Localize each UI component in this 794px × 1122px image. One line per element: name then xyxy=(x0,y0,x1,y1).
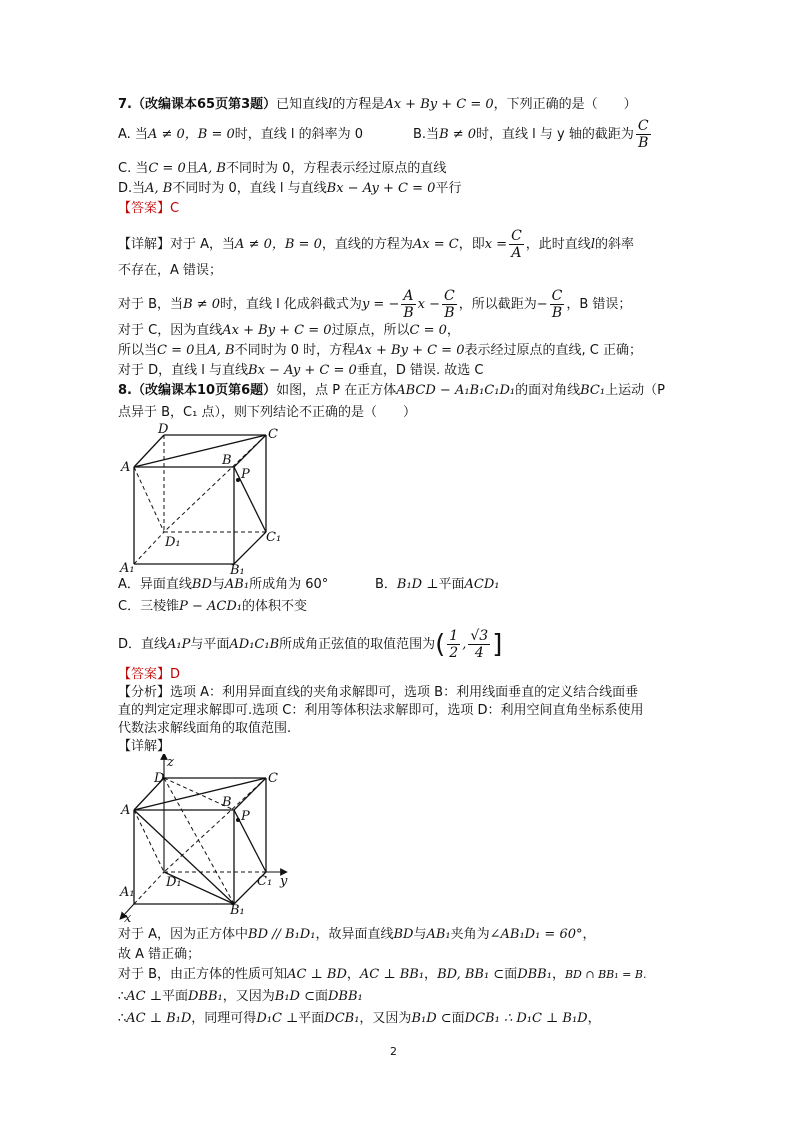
q7-exp3-b: 时，直线 l 化成斜截式为 xyxy=(220,297,362,312)
q8-d5-m2: D₁C ⊥ xyxy=(256,1011,299,1026)
label2-y: y xyxy=(280,874,288,889)
q8-d5-f: ， xyxy=(587,1011,601,1026)
q8-analysis1: 【分析】选项 A：利用异面直线的夹角求解即可，选项 B：利用线面垂直的定义结合线面垂 xyxy=(118,685,639,700)
q8-d4-a: ∴ xyxy=(118,989,127,1004)
cube-figure-1 xyxy=(118,422,298,574)
q8-stem-b: 的面对角线 xyxy=(515,383,581,398)
q8-optD-frac2 xyxy=(468,628,490,661)
q7-stem-c: ，下列正确的是（ ） xyxy=(493,97,637,112)
label-C: C xyxy=(268,427,278,442)
q8-answer-label: 【答案】 xyxy=(118,667,171,682)
q7-exp4-b: 过原点，所以 xyxy=(331,323,410,338)
q8-stem-a: 如图，点 P 在正方体 xyxy=(276,383,397,398)
q8-detail-3 xyxy=(118,966,646,984)
point2-P xyxy=(236,818,240,822)
label-B: B xyxy=(222,453,232,468)
label2-A: A xyxy=(121,803,131,818)
q7-optB-b: 时，直线 l 与 y 轴的截距为 xyxy=(476,127,634,142)
q8-optC-m: P − ACD₁ xyxy=(179,599,242,614)
q8-optD-frac1 xyxy=(447,628,460,661)
q8-detail-4 xyxy=(118,988,363,1006)
q8-answer-value: D xyxy=(170,667,181,682)
page-number: 2 xyxy=(390,1045,397,1058)
q7-exp6-a: 对于 D，直线 l 与直线 xyxy=(118,363,249,378)
q7-exp1-b: ，直线的方程为 xyxy=(321,237,413,252)
edge2-B-C xyxy=(234,778,266,810)
q7-optB-frac-num: C xyxy=(637,118,649,134)
label-D1: D₁ xyxy=(165,535,181,550)
q8-d5-b: ，同理可得 xyxy=(191,1011,257,1026)
q8-optD-m2: AD₁C₁B xyxy=(229,637,280,652)
q7-answer-label: 【答案】 xyxy=(118,201,171,216)
label2-z: z xyxy=(167,755,174,770)
q7-explain-1 xyxy=(118,228,634,261)
q8-d4-m4: DBB₁ xyxy=(328,989,363,1004)
q8-option-b xyxy=(375,576,499,594)
q8-d3-m2: AC ⊥ BB₁ xyxy=(359,967,425,982)
diag2-A-B1 xyxy=(134,810,234,904)
q7-optD-m1: A, B xyxy=(145,181,173,196)
q8-option-d xyxy=(118,628,502,661)
q7-title: 7.（改编课本65页第3题） xyxy=(118,97,277,112)
q7-exp5-a: 所以当 xyxy=(118,343,158,358)
q8-d1-b: ，故异面直线 xyxy=(315,927,394,942)
q8-option-c xyxy=(118,598,307,616)
q7-optB-a: B.当 xyxy=(413,127,440,142)
label2-A1: A₁ xyxy=(120,885,135,900)
q7-exp5-m2: A, B xyxy=(207,343,235,358)
q8-optA-m1: BD xyxy=(191,577,212,592)
q7-exp1-frac-num: C xyxy=(511,228,522,244)
q8-d3-b: ， xyxy=(346,967,360,982)
q7-optD-a: D.当 xyxy=(118,181,146,196)
q7-exp3-f2-num: C xyxy=(444,288,455,304)
q7-exp1-m4: l xyxy=(590,237,595,252)
interval-open-paren: ( xyxy=(435,629,446,660)
q8-d3-m3: BD, BB₁ ⊂ xyxy=(437,967,505,982)
q8-d1-m1: BD // B₁D₁ xyxy=(248,927,316,942)
q8-d1-c: 与 xyxy=(413,927,427,942)
q8-stem-m2: BC₁ xyxy=(580,383,606,398)
q7-exp3-m1: B ≠ 0 xyxy=(183,297,221,312)
q7-explain-5 xyxy=(118,342,642,360)
q7-exp3-f3-num: C xyxy=(551,288,563,304)
q7-optB-m: B ≠ 0 xyxy=(439,127,477,142)
q7-exp1-d: ，此时直线 xyxy=(525,237,591,252)
q8-stem xyxy=(118,382,665,400)
q8-optD-m1: A₁P xyxy=(167,637,191,652)
q8-stem2: 点异于 B，C₁ 点），则下列结论不正确的是（ ） xyxy=(118,405,416,420)
q8-d3-m1: AC ⊥ BD xyxy=(287,967,347,982)
q8-d3-e: ， xyxy=(551,967,565,982)
label2-x: x xyxy=(124,911,132,924)
q7-optB-frac-den: B xyxy=(638,135,649,151)
q7-explain-4 xyxy=(118,322,460,340)
q7-exp3-f3-den: B xyxy=(551,305,563,321)
q7-exp1-frac-den: A xyxy=(511,245,522,261)
q8-d4-c: ，又因为 xyxy=(222,989,275,1004)
edge-A-D xyxy=(134,435,164,467)
q7-optA-a: A. 当 xyxy=(118,127,148,142)
q8-stem-m1: ABCD − A₁B₁C₁D₁ xyxy=(396,383,516,398)
hidden-C-D1 xyxy=(164,435,266,532)
q7-stem-a: 已知直线 xyxy=(276,97,329,112)
label-A: A xyxy=(121,460,131,475)
q8-optD-c: 所成角正弦值的取值范围为 xyxy=(279,637,436,652)
label2-B1: B₁ xyxy=(230,903,245,918)
q8-analysis-2 xyxy=(118,702,644,720)
q8-d5-a: ∴ xyxy=(118,1011,127,1026)
q8-option-a xyxy=(118,576,328,594)
hidden2-A1-D1 xyxy=(134,872,164,904)
q7-exp6-m1: Bx − Ay + C = 0 xyxy=(248,363,357,378)
point-P xyxy=(236,478,240,482)
label2-C: C xyxy=(268,771,278,786)
q8-analysis2: 直的判定定理求解即可.选项 C：利用等体积法求解即可，选项 D：利用空间直角坐标系使用 xyxy=(118,703,644,718)
q8-d3-m5: BD ∩ BB₁ = B. xyxy=(564,968,647,981)
q8-optA-b: 与 xyxy=(211,577,225,592)
q8-d3-d: 面 xyxy=(504,967,518,982)
q8-d3-a: 对于 B，由正方体的性质可知 xyxy=(118,967,288,982)
q8-d3-m4: DBB₁ xyxy=(517,967,552,982)
q7-exp2: 不存在，A 错误； xyxy=(118,263,223,278)
q7-exp6-b: 垂直，D 错误. 故选 C xyxy=(356,363,484,378)
q8-optD-f1-num: 1 xyxy=(449,628,459,644)
label2-D: D xyxy=(154,771,165,786)
q7-exp3-frac2 xyxy=(442,288,457,321)
q8-optB-m2: ACD₁ xyxy=(464,577,500,592)
q7-optD-c: 平行 xyxy=(435,181,462,196)
q8-detail-label-text: 【详解】 xyxy=(118,739,171,754)
q8-detail-5 xyxy=(118,1010,601,1028)
q7-stem-eq: Ax + By + C = 0 xyxy=(384,97,494,112)
diag-B-C1 xyxy=(234,467,266,532)
hidden-A-D1 xyxy=(134,467,164,532)
hidden2-C-D1 xyxy=(164,778,266,872)
q7-optA-b: 时，直线 l 的斜率为 0 xyxy=(234,127,364,142)
interval-comma: , xyxy=(462,637,467,652)
q8-optB-b: 平面 xyxy=(438,577,465,592)
q8-d5-e: 面 xyxy=(451,1011,465,1026)
q7-exp3-m3: x − xyxy=(417,297,440,312)
q8-d1-m2: BD xyxy=(393,927,414,942)
q8-d5-m4: B₁D ⊂ xyxy=(411,1011,452,1026)
q8-detail-1 xyxy=(118,926,596,944)
q8-optA-a: A．异面直线 xyxy=(118,577,192,592)
q7-exp1-m2: Ax = C xyxy=(412,237,459,252)
q7-exp4-a: 对于 C，因为直线 xyxy=(118,323,223,338)
q8-d2: 故 A 错正确； xyxy=(118,947,201,962)
hidden-A1-D1 xyxy=(134,532,164,564)
q8-d4-m2: DBB₁ xyxy=(188,989,223,1004)
q7-stem xyxy=(118,96,637,114)
q7-optC-b: 且 xyxy=(185,161,199,176)
q7-exp3-f1-den: B xyxy=(403,305,414,321)
q7-stem-b: 的方程是 xyxy=(332,97,385,112)
label-C1: C₁ xyxy=(266,530,282,545)
q7-exp1-c: ，即 xyxy=(458,237,485,252)
q8-optD-b: 与平面 xyxy=(190,637,230,652)
q8-analysis-3 xyxy=(118,720,291,738)
q8-title: 8.（改编课本10页第6题） xyxy=(118,383,277,398)
q8-analysis-1 xyxy=(118,684,638,702)
q8-d5-m1: AC ⊥ B₁D xyxy=(126,1011,192,1026)
q7-exp5-m3: Ax + By + C = 0 xyxy=(355,343,465,358)
q7-option-b xyxy=(413,118,653,151)
label2-P: P xyxy=(241,809,250,824)
label-P: P xyxy=(241,467,250,482)
label2-D1: D₁ xyxy=(166,875,182,890)
q7-optA-m1: A ≠ 0，B = 0 xyxy=(147,127,235,142)
q7-exp1-frac xyxy=(509,228,524,261)
q7-stem-l: l xyxy=(328,97,333,112)
q7-exp4-m1: Ax + By + C = 0 xyxy=(222,323,332,338)
q8-optC-a: C．三棱锥 xyxy=(118,599,180,614)
q7-exp1-a: 对于 A，当 xyxy=(170,237,236,252)
hidden2-A-D1 xyxy=(134,810,164,872)
q7-exp1-m1: A ≠ 0，B = 0 xyxy=(235,237,322,252)
q7-exp4-m2: C = 0 xyxy=(409,323,447,338)
label-B1: B₁ xyxy=(230,563,245,574)
q8-optC-b: 的体积不变 xyxy=(241,599,307,614)
q8-d1-d: 夹角为 xyxy=(450,927,490,942)
q7-exp-label: 【详解】 xyxy=(118,237,171,252)
q7-exp1-e: 的斜率 xyxy=(594,237,634,252)
label-A1: A₁ xyxy=(120,561,135,574)
q7-explain-2 xyxy=(118,262,222,280)
q8-d5-m3: DCB₁ xyxy=(324,1011,360,1026)
q8-answer xyxy=(118,666,180,684)
q8-optB-m: B₁D ⊥ xyxy=(396,577,439,592)
q7-answer-value: C xyxy=(170,201,180,216)
q7-exp3-frac3 xyxy=(550,288,565,321)
q8-d1-m3: AB₁ xyxy=(426,927,451,942)
q7-optC-m2: A, B xyxy=(198,161,226,176)
q7-exp3-f2-den: B xyxy=(444,305,455,321)
q7-optC-m1: C = 0 xyxy=(148,161,186,176)
q7-exp3-d: ，B 错误； xyxy=(566,297,632,312)
q8-d4-b: 平面 xyxy=(161,989,188,1004)
q7-exp3-m4: − xyxy=(536,297,548,312)
q8-d1-m4: ∠AB₁D₁ = 60° xyxy=(489,927,583,942)
q8-d4-d: 面 xyxy=(314,989,328,1004)
label-D: D xyxy=(158,422,169,437)
q7-optD-b: 不同时为 0，直线 l 与直线 xyxy=(172,181,327,196)
q7-exp1-m3: x = xyxy=(484,237,508,252)
label2-C1: C₁ xyxy=(257,874,273,889)
q8-d5-m5: DCB₁ ∴ D₁C ⊥ B₁D xyxy=(464,1011,588,1026)
q7-optC-a: C. 当 xyxy=(118,161,149,176)
q8-stem-c: 上运动（P xyxy=(605,383,665,398)
edge-C1-B1 xyxy=(234,532,266,564)
q7-optD-m2: Bx − Ay + C = 0 xyxy=(326,181,436,196)
q7-exp5-d: 表示经过原点的直线, C 正确； xyxy=(464,343,642,358)
q7-exp3-a: 对于 B，当 xyxy=(118,297,184,312)
cube-figure-2 xyxy=(118,754,298,924)
q7-exp3-m2: y = − xyxy=(361,297,400,312)
q8-optD-f1-den: 2 xyxy=(449,645,459,661)
q7-option-c xyxy=(118,160,446,178)
q7-explain-3 xyxy=(118,288,631,321)
q8-d4-m3: B₁D ⊂ xyxy=(274,989,315,1004)
q8-d1-a: 对于 A，因为正方体中 xyxy=(118,927,249,942)
q7-exp5-c: 不同时为 0 时，方程 xyxy=(234,343,356,358)
q7-optC-c: 不同时为 0，方程表示经过原点的直线 xyxy=(225,161,447,176)
q7-exp3-c: ，所以截距为 xyxy=(458,297,537,312)
edge-B-C xyxy=(234,435,266,467)
q8-optB-a: B． xyxy=(375,577,397,592)
q7-exp3-frac1 xyxy=(401,288,415,321)
q7-exp3-f1-num: A xyxy=(403,288,414,304)
q7-optB-frac xyxy=(636,118,651,151)
q8-d5-d: ，又因为 xyxy=(359,1011,412,1026)
q7-exp5-b: 且 xyxy=(194,343,208,358)
diag-A-C xyxy=(134,435,266,467)
q8-optD-a: D．直线 xyxy=(118,637,168,652)
q8-detail-2 xyxy=(118,946,200,964)
q7-exp5-m1: C = 0 xyxy=(157,343,195,358)
q7-option-d xyxy=(118,180,461,198)
q8-optA-m2: AB₁ xyxy=(224,577,250,592)
q8-d3-c: ， xyxy=(424,967,438,982)
q8-d4-m1: AC ⊥ xyxy=(126,989,162,1004)
q7-answer xyxy=(118,200,179,218)
q8-analysis3: 代数法求解线面角的取值范围. xyxy=(118,721,292,736)
q8-optA-c: 所成角为 60° xyxy=(249,577,329,592)
q8-stem-2 xyxy=(118,404,416,422)
q8-optD-f2-num: √3 xyxy=(470,628,489,644)
q8-d5-c: 平面 xyxy=(298,1011,325,1026)
q7-option-a xyxy=(118,126,363,144)
q8-d1-e: ， xyxy=(582,927,596,942)
q8-optD-f2-den: 4 xyxy=(474,645,484,661)
label2-B: B xyxy=(222,795,232,810)
interval-close-bracket: ] xyxy=(492,629,503,660)
q7-exp4-c: ， xyxy=(446,323,460,338)
q7-explain-6 xyxy=(118,362,483,380)
